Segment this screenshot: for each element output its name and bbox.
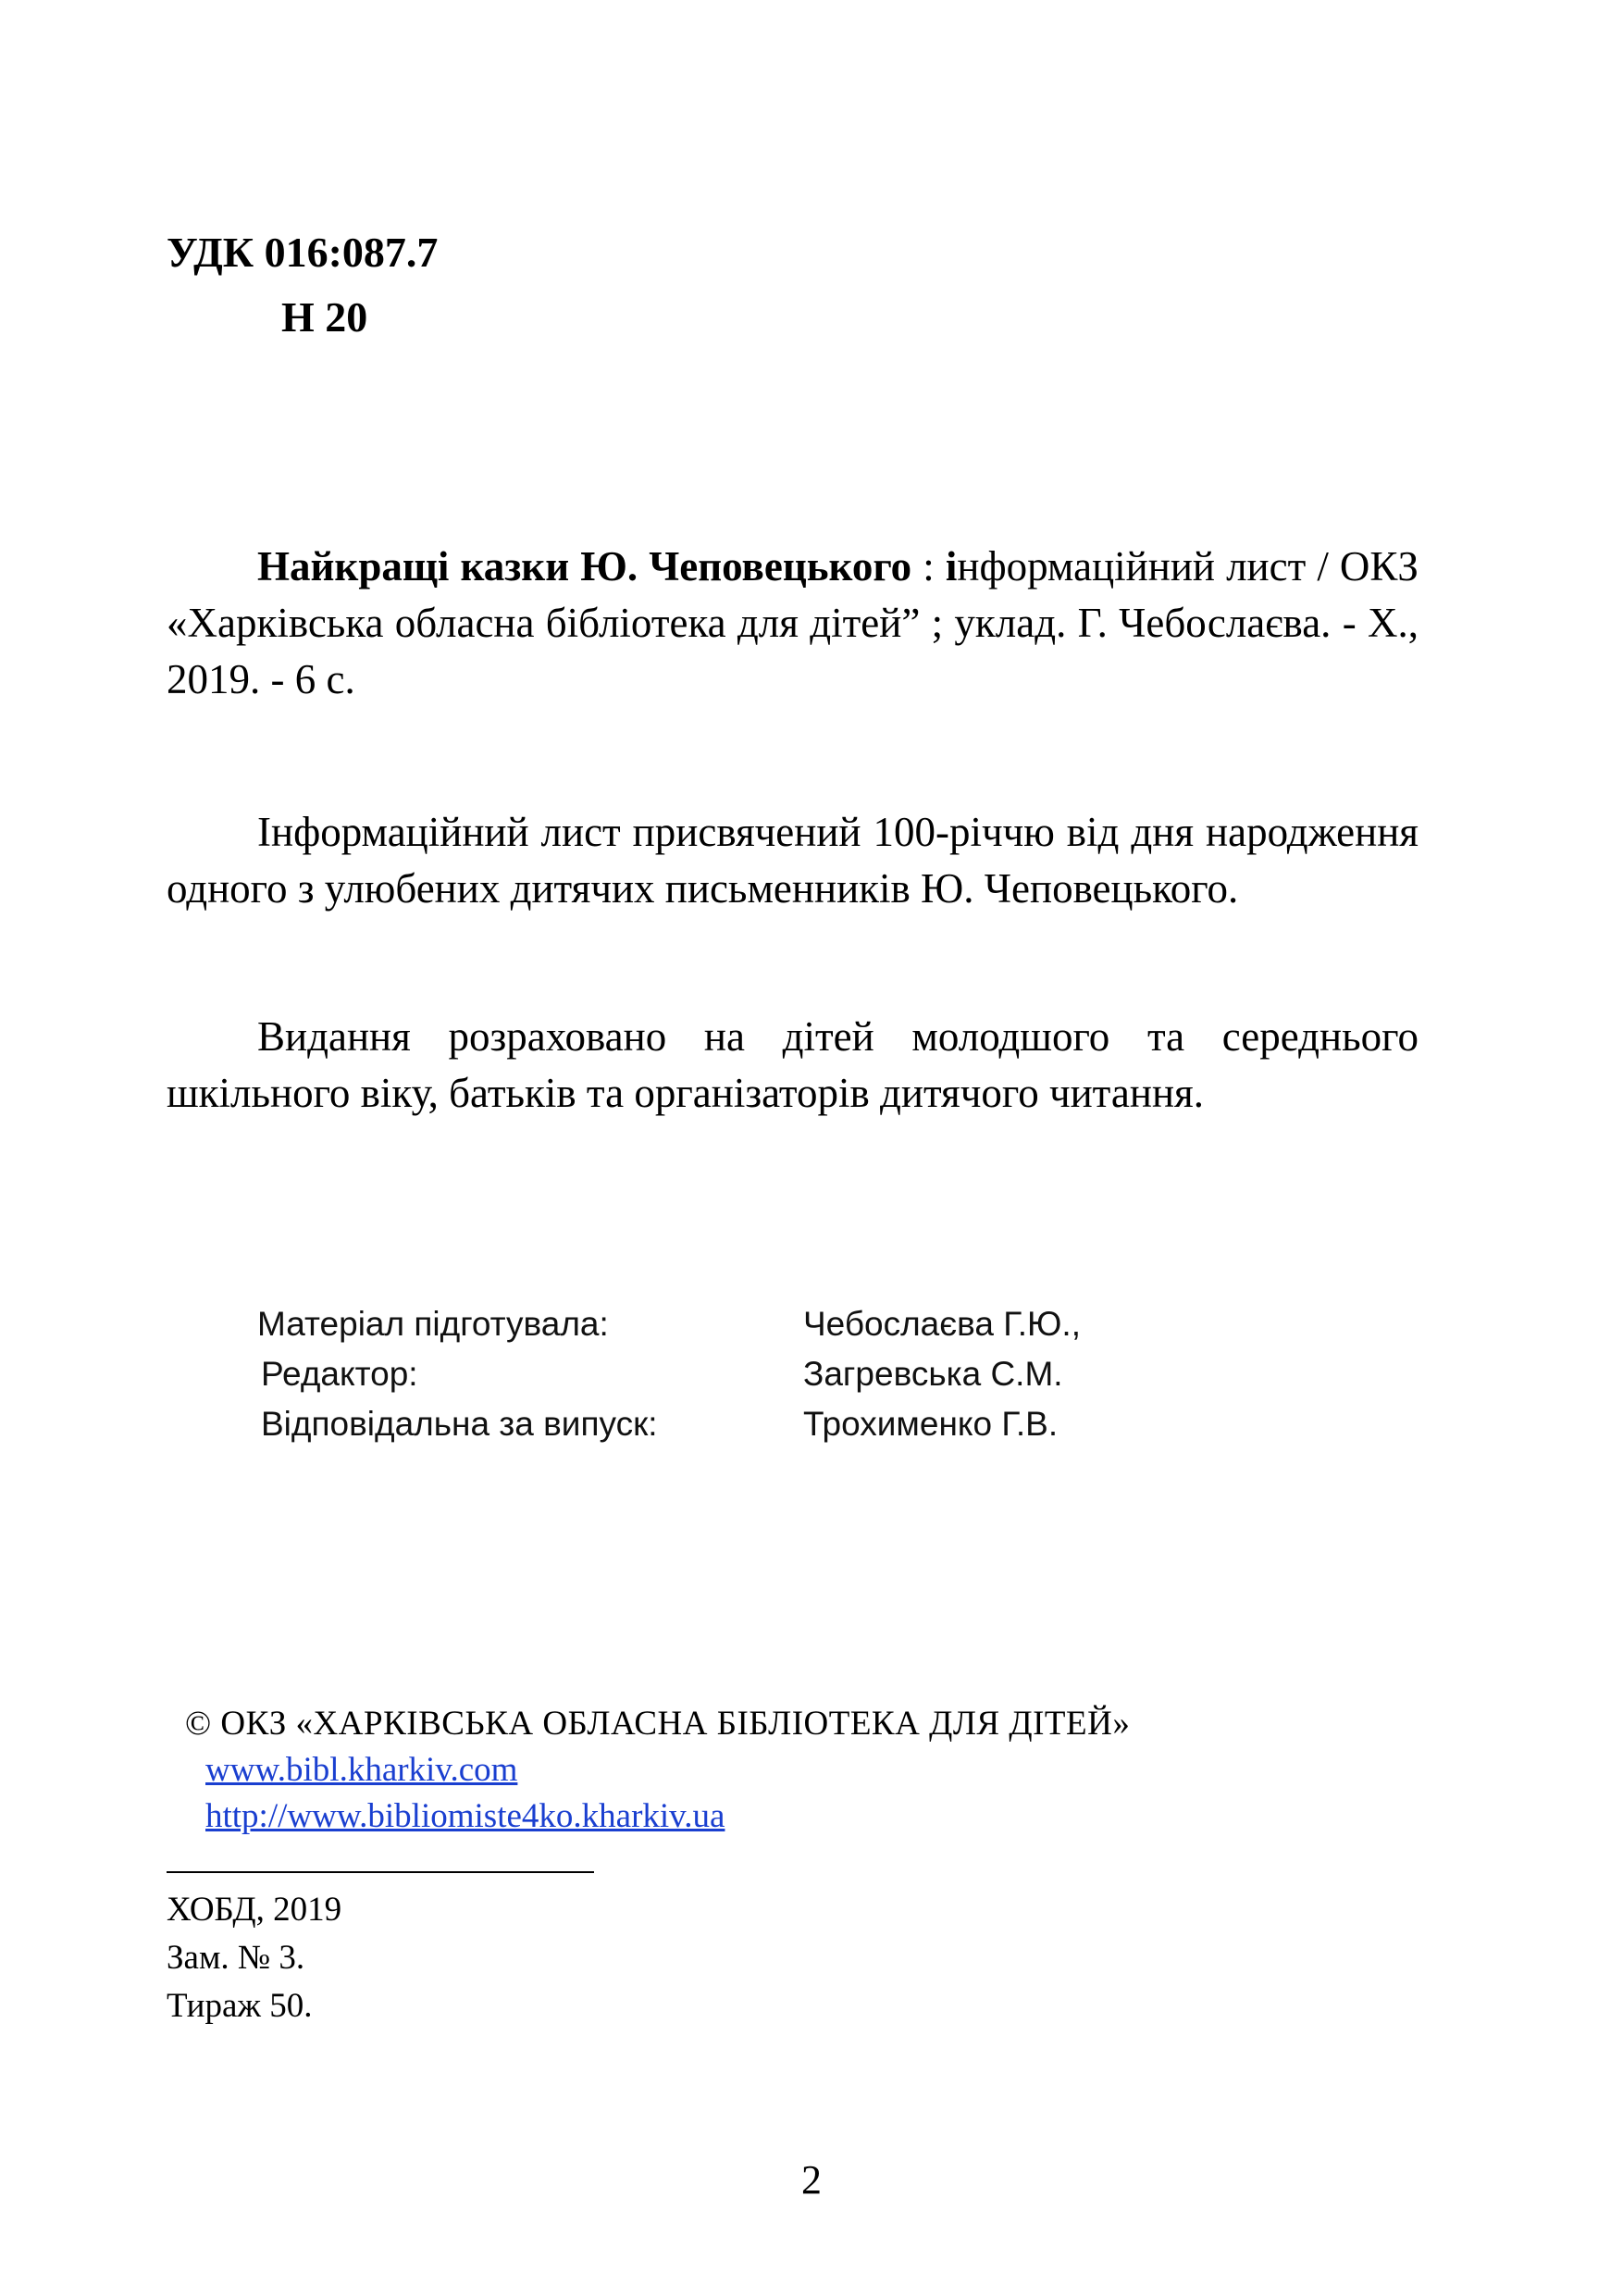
author-mark: Н 20 (281, 293, 368, 341)
copyright-block (185, 1701, 1130, 1840)
copyright-line: © ОКЗ «ХАРКІВСЬКА ОБЛАСНА БІБЛІОТЕКА ДЛЯ ДІТЕЙ» (185, 1705, 1131, 1743)
circulation: Тираж 50. (167, 1987, 313, 2025)
credit-row (257, 1399, 1081, 1449)
separator-line (167, 1871, 594, 1873)
credit-role: Матеріал підготувала: (257, 1305, 609, 1343)
imprint-block (167, 1886, 341, 2030)
credit-row (257, 1299, 1081, 1349)
bibliographic-rest: нформаційний лист / ОКЗ «Харківська обласна бібліотека для дітей” ; уклад. Г. Чебослаєва. - Х., 2019. - 6 с. (167, 543, 1419, 702)
book-title: Найкращі казки Ю. Чеповецького (257, 543, 912, 590)
credit-name: Загревська С.М. (803, 1355, 1063, 1393)
publisher-year: ХОБД, 2019 (167, 1891, 342, 1929)
credit-role: Редактор: (261, 1355, 418, 1393)
order-number: Зам. № 3. (167, 1939, 305, 1977)
bold-letter: і (945, 543, 958, 590)
udk-code: УДК 016:087.7 (167, 229, 439, 276)
credit-row (257, 1349, 1081, 1399)
page-number: 2 (801, 2157, 822, 2203)
udk-block (167, 220, 438, 350)
library-website-link[interactable]: www.bibl.kharkiv.com (205, 1751, 518, 1789)
credits-block (257, 1299, 1081, 1449)
audience-paragraph: Видання розраховано на дітей молодшого та середнього шкільного віку, батьків та організаторів дитячого читання. (167, 1013, 1419, 1116)
description-paragraph: Інформаційний лист присвячений 100-річчю від дня народження одного з улюбених дитячих письменників Ю. Чеповецького. (167, 809, 1419, 912)
credit-name: Чебослаєва Г.Ю., (803, 1305, 1081, 1343)
title-separator: : (911, 543, 946, 590)
bibliomiste-website-link[interactable]: http://www.bibliomiste4ko.kharkiv.ua (205, 1797, 725, 1835)
credit-name: Трохименко Г.В. (803, 1405, 1059, 1443)
credit-role: Відповідальна за випуск: (261, 1405, 658, 1443)
bibliographic-description (167, 539, 1419, 708)
